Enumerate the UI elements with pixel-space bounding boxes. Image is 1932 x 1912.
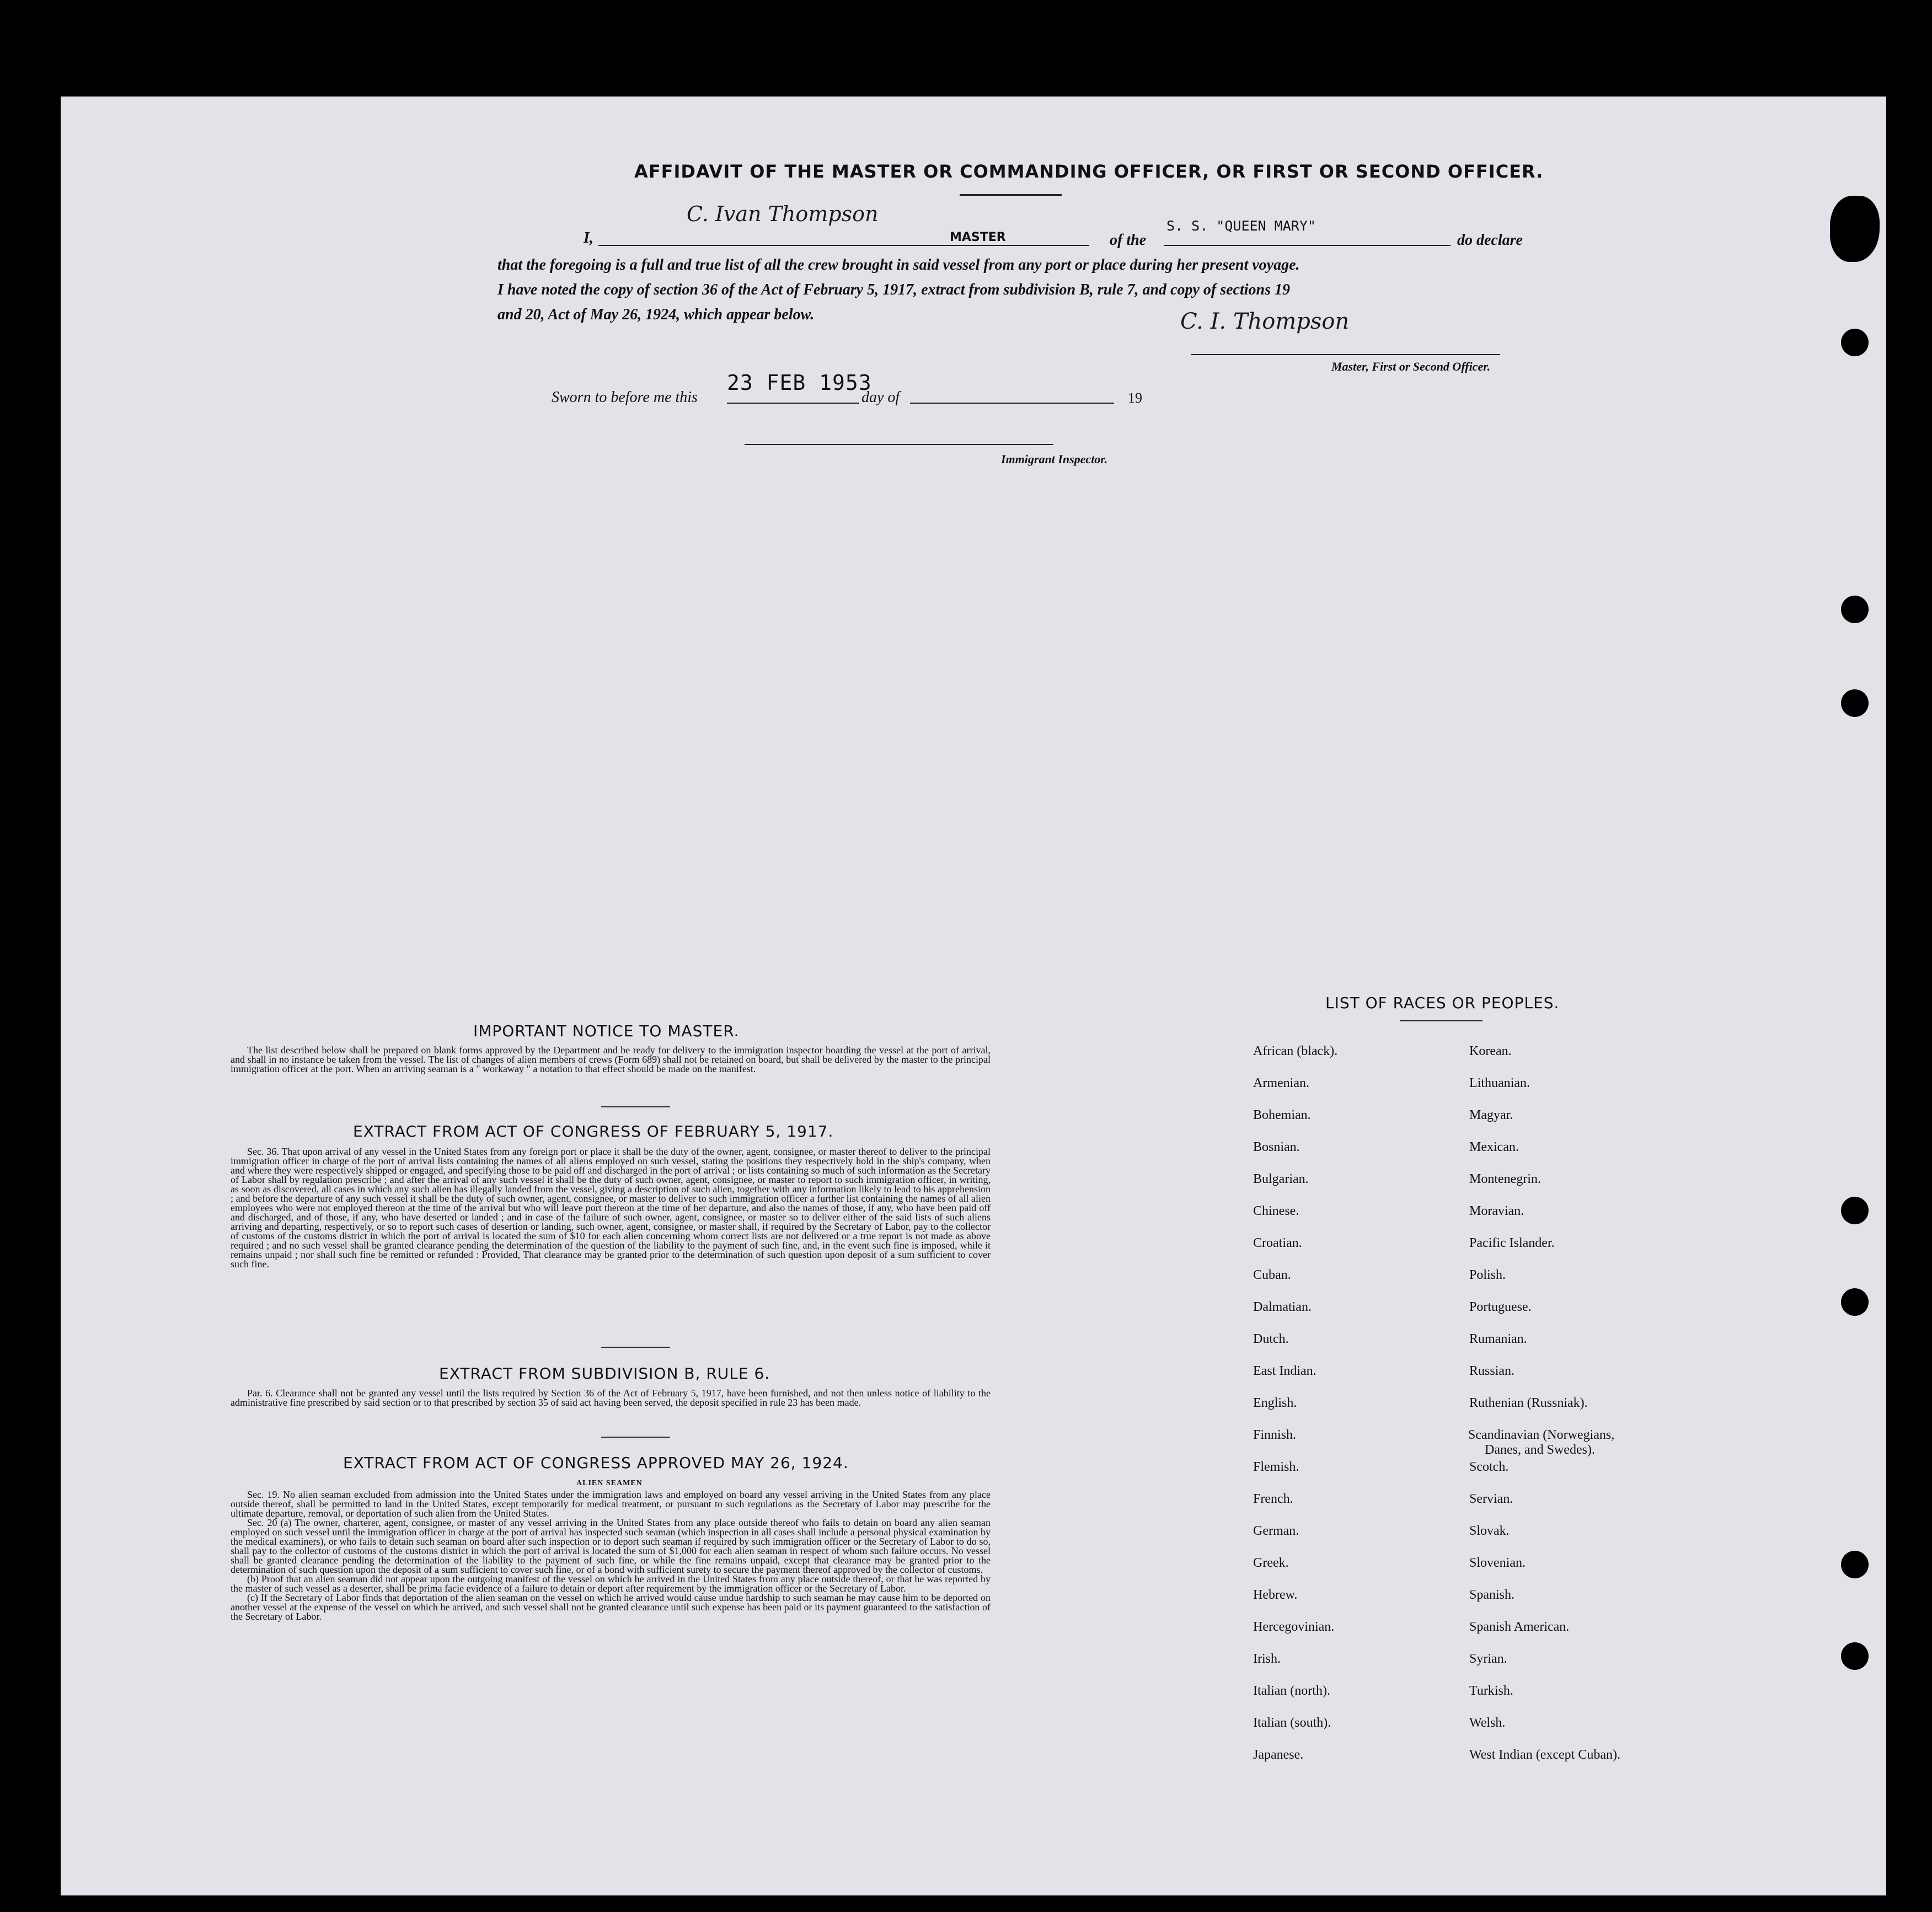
races-title-rule <box>1400 1020 1483 1021</box>
section-divider <box>601 1347 670 1348</box>
do-declare-label: do declare <box>1457 232 1523 249</box>
race-item: Scotch. <box>1469 1460 1509 1474</box>
race-item: Portuguese. <box>1469 1300 1532 1314</box>
race-item: Irish. <box>1253 1652 1281 1666</box>
race-item: Armenian. <box>1253 1076 1309 1090</box>
race-item: Mexican. <box>1469 1140 1519 1154</box>
extract-1917-body <box>231 1147 991 1269</box>
rule6-title: EXTRACT FROM SUBDIVISION B, RULE 6. <box>439 1364 770 1383</box>
alien-seamen-subhead: ALIEN SEAMEN <box>576 1479 643 1487</box>
race-item: Magyar. <box>1469 1108 1513 1122</box>
race-item: Bulgarian. <box>1253 1172 1309 1186</box>
affidavit-line-4: and 20, Act of May 26, 1924, which appear below. <box>497 306 815 323</box>
race-item: Dalmatian. <box>1253 1300 1312 1314</box>
race-item: West Indian (except Cuban). <box>1469 1748 1620 1762</box>
race-item-continuation: Danes, and Swedes). <box>1485 1443 1595 1457</box>
vessel-name: S. S. "QUEEN MARY" <box>1166 218 1316 234</box>
affidavit-line-2: that the foregoing is a full and true list of all the crew brought in said vessel from any port or place during her present voyage. <box>497 256 1300 274</box>
binder-hole <box>1841 1551 1869 1578</box>
race-item: Lithuanian. <box>1469 1076 1530 1090</box>
binder-hole <box>1841 1288 1869 1316</box>
vessel-blank-line <box>1164 245 1451 246</box>
race-item: Hercegovinian. <box>1253 1620 1335 1634</box>
year-prefix: 19 <box>1128 390 1142 406</box>
inspector-caption: Immigrant Inspector. <box>1001 452 1108 466</box>
race-item: Ruthenian (Russniak). <box>1469 1396 1588 1410</box>
document-page <box>61 97 1886 1895</box>
day-of-label: day of <box>861 389 900 406</box>
race-item: Polish. <box>1469 1268 1506 1282</box>
sworn-label: Sworn to before me this <box>552 389 698 406</box>
sec-36-paragraph: Sec. 36. That upon arrival of any vessel in the United States from any foreign port or place it shall be the duty of the owner, agent, consignee, or master thereof to deliver to the principal immigration officer in charge of the port of arrival lists containing the names of all aliens employed on such vessel, stating the positions they respectively hold in the ship's company, when and where they were respectively shipped or engaged, and specifying those to be paid off and discharged in the port of arrival ; or lists containing so much of such information as the Secretary of Labor shall by regulation prescribe ; and after the arrival of any such vessel it shall be the duty of such owner, agent, consignee, or master to report to such immigration officer, in writing, as soon as discovered, all cases in which any such alien has illegally landed from the vessel, giving a description of such alien, together with any information likely to lead to his apprehension ; and before the departure of any such vessel it shall be the duty of such owner, agent, consignee, or master to deliver to such immigration officer a further list containing the names of all alien employees who were not employed thereon at the time of the arrival but who will leave port thereon at the time of her departure, and also the names of those, if any, who have been paid off and discharged, and of those, if any, who have deserted or landed ; and in case of the failure of such owner, agent, consignee, or master so to deliver either of the said lists of such aliens arriving and departing, respectively, or so to report such cases of desertion or landing, such owner, agent, consignee, or master shall, if required by the Secretary of Labor, pay to the collector of customs of the customs district in which the port of arrival is located the sum of $10 for each alien concerning whom correct lists are not delivered or a true report is not made as above required ; and no such vessel shall be granted clearance pending the determination of the question of the liability to the payment of such fine, and, in the event such fine is imposed, while it remains unpaid ; nor shall such fine be remitted or refunded : Provided, That clearance may be granted prior to the determination of such question upon deposit of a sum sufficient to cover such fine. <box>231 1146 991 1270</box>
sworn-day-line <box>727 403 859 404</box>
race-item: Bosnian. <box>1253 1140 1300 1154</box>
sec-19-paragraph: Sec. 19. No alien seaman excluded from admission into the United States under the immigration laws and employed on board any vessel arriving in the United States from any place outside thereof, shall be permitted to land in the United States, except temporarily for medical treatment, or pursuant to such regulations as the Secretary of Labor may prescribe for the ultimate departure, removal, or deportation of such alien from the United States. <box>231 1489 991 1519</box>
sec-20b-paragraph: (b) Proof that an alien seaman did not appear upon the outgoing manifest of the vessel on which he arrived in the United States from any place outside thereof, or that he was reported by the master of such vessel as a deserter, shall be prima facie evidence of a failure to detain or deport after requirement by the immigration officer or the Secretary of Labor. <box>231 1573 991 1594</box>
master-name-signature: C. Ivan Thompson <box>687 202 879 226</box>
binder-hole <box>1841 1642 1869 1670</box>
race-item: Moravian. <box>1469 1204 1524 1218</box>
par-6-paragraph: Par. 6. Clearance shall not be granted any vessel until the lists required by Section 36 of the Act of February 5, 1917, have been furnished, and not then unless notice of liability to the administrative fine prescribed by said section or to that prescribed by section 35 of said act having been served, the deposit specified in rule 23 has been made. <box>231 1388 991 1408</box>
inspector-signature-line <box>745 444 1053 445</box>
notice-paragraph: The list described below shall be prepared on blank forms approved by the Department and be ready for delivery to the immigration inspector boarding the vessel at the port of arrival, and shall in no instance be taken from the vessel. The list of changes of alien members of crews (Form 689) shall not be retained on board, but shall be delivered by the master to the principal immigration officer at the port. When an arriving seaman is a " workaway " a notation to that effect should be made on the manifest. <box>231 1045 991 1074</box>
sec-20a-paragraph: Sec. 20 (a) The owner, charterer, agent, consignee, or master of any vessel arriving in the United States from any place outside thereof who fails to detain on board any alien seaman employed on such vessel until the immigration officer in charge at the port of arrival has inspected such seaman (which inspection in all cases shall include a personal physical examination by the medical examiners), or who fails to detain such seaman on board after such inspection or to deport such seaman if required by such immigration officer or the Secretary of Labor to do so, shall pay to the collector of customs of the customs district in which the port of arrival is located the sum of $1,000 for each alien seaman in respect of whom such failure occurs. No vessel shall be granted clearance pending the determination of the liability to the payment of such fine, or while the fine remains unpaid, except that clearance may be granted prior to the determination of such question upon the deposit of a sum sufficient to cover such fine, or of a bond with sufficient surety to secure the payment thereof approved by the collector of customs. <box>231 1517 991 1575</box>
race-item: African (black). <box>1253 1044 1338 1058</box>
binder-hole <box>1841 1197 1869 1224</box>
affidavit-title: AFFIDAVIT OF THE MASTER OR COMMANDING OFFICER, OR FIRST OR SECOND OFFICER. <box>634 161 1544 182</box>
race-item: Montenegrin. <box>1469 1172 1541 1186</box>
race-item: Dutch. <box>1253 1332 1289 1346</box>
extract-1917-title: EXTRACT FROM ACT OF CONGRESS OF FEBRUARY 5, 1917. <box>353 1122 834 1140</box>
race-item: Bohemian. <box>1253 1108 1311 1122</box>
race-item: Slovenian. <box>1469 1556 1526 1570</box>
rule6-body <box>231 1389 991 1407</box>
officer-signature-line <box>1191 354 1500 355</box>
date-stamp: 23 FEB 1953 <box>727 371 872 395</box>
race-item: Finnish. <box>1253 1428 1297 1442</box>
notice-body <box>231 1046 991 1074</box>
race-item: Flemish. <box>1253 1460 1299 1474</box>
race-item: East Indian. <box>1253 1364 1316 1378</box>
race-item: Welsh. <box>1469 1716 1506 1730</box>
race-item: Italian (north). <box>1253 1684 1330 1698</box>
affidavit-line-3: I have noted the copy of section 36 of the Act of February 5, 1917, extract from subdivision B, rule 7, and copy of sections 19 <box>497 281 1291 298</box>
race-item: Slovak. <box>1469 1524 1510 1538</box>
section-divider <box>601 1437 670 1438</box>
notice-title: IMPORTANT NOTICE TO MASTER. <box>473 1022 740 1040</box>
race-item: Korean. <box>1469 1044 1512 1058</box>
binder-hole <box>1841 596 1869 623</box>
binder-hole <box>1841 689 1869 717</box>
race-item: Spanish American. <box>1469 1620 1570 1634</box>
race-item: Greek. <box>1253 1556 1289 1570</box>
race-item: Italian (south). <box>1253 1716 1331 1730</box>
role-value: MASTER <box>950 231 1006 244</box>
race-item: Cuban. <box>1253 1268 1291 1282</box>
name-blank-line <box>598 245 1089 246</box>
race-item: French. <box>1253 1492 1293 1506</box>
sec-20c-paragraph: (c) If the Secretary of Labor finds that deportation of the alien seaman on the vessel on which he arrived would cause undue hardship to such seaman he may cause him to be deported on another vessel at the expense of the vessel on which he arrived, and such vessel shall not be granted clearance until such expense has been paid or its payment guaranteed to the satisfaction of the Secretary of Labor. <box>231 1592 991 1622</box>
race-item: Syrian. <box>1469 1652 1507 1666</box>
extract-1924-title: EXTRACT FROM ACT OF CONGRESS APPROVED MAY 26, 1924. <box>343 1454 849 1472</box>
race-item: Hebrew. <box>1253 1588 1298 1602</box>
race-item: German. <box>1253 1524 1299 1538</box>
race-item: Japanese. <box>1253 1748 1304 1762</box>
race-item: Spanish. <box>1469 1588 1515 1602</box>
month-blank-line <box>910 403 1114 404</box>
race-item: Rumanian. <box>1469 1332 1527 1346</box>
race-item: Scandinavian (Norwegians, <box>1468 1428 1615 1442</box>
officer-signature: C. I. Thompson <box>1180 309 1350 334</box>
affidavit-i-prefix: I, <box>584 229 593 247</box>
extract-1924-body <box>231 1490 991 1621</box>
section-divider <box>601 1106 670 1107</box>
race-item: English. <box>1253 1396 1297 1410</box>
binder-hole <box>1841 329 1869 356</box>
race-item: Russian. <box>1469 1364 1515 1378</box>
race-item: Pacific Islander. <box>1469 1236 1555 1250</box>
of-the-label: of the <box>1110 232 1147 249</box>
race-item: Servian. <box>1469 1492 1513 1506</box>
races-title: LIST OF RACES OR PEOPLES. <box>1325 994 1560 1012</box>
race-item: Chinese. <box>1253 1204 1299 1218</box>
officer-caption: Master, First or Second Officer. <box>1331 360 1491 373</box>
torn-edge <box>1830 196 1880 262</box>
race-item: Turkish. <box>1469 1684 1513 1698</box>
race-item: Croatian. <box>1253 1236 1302 1250</box>
title-rule <box>960 194 1062 196</box>
